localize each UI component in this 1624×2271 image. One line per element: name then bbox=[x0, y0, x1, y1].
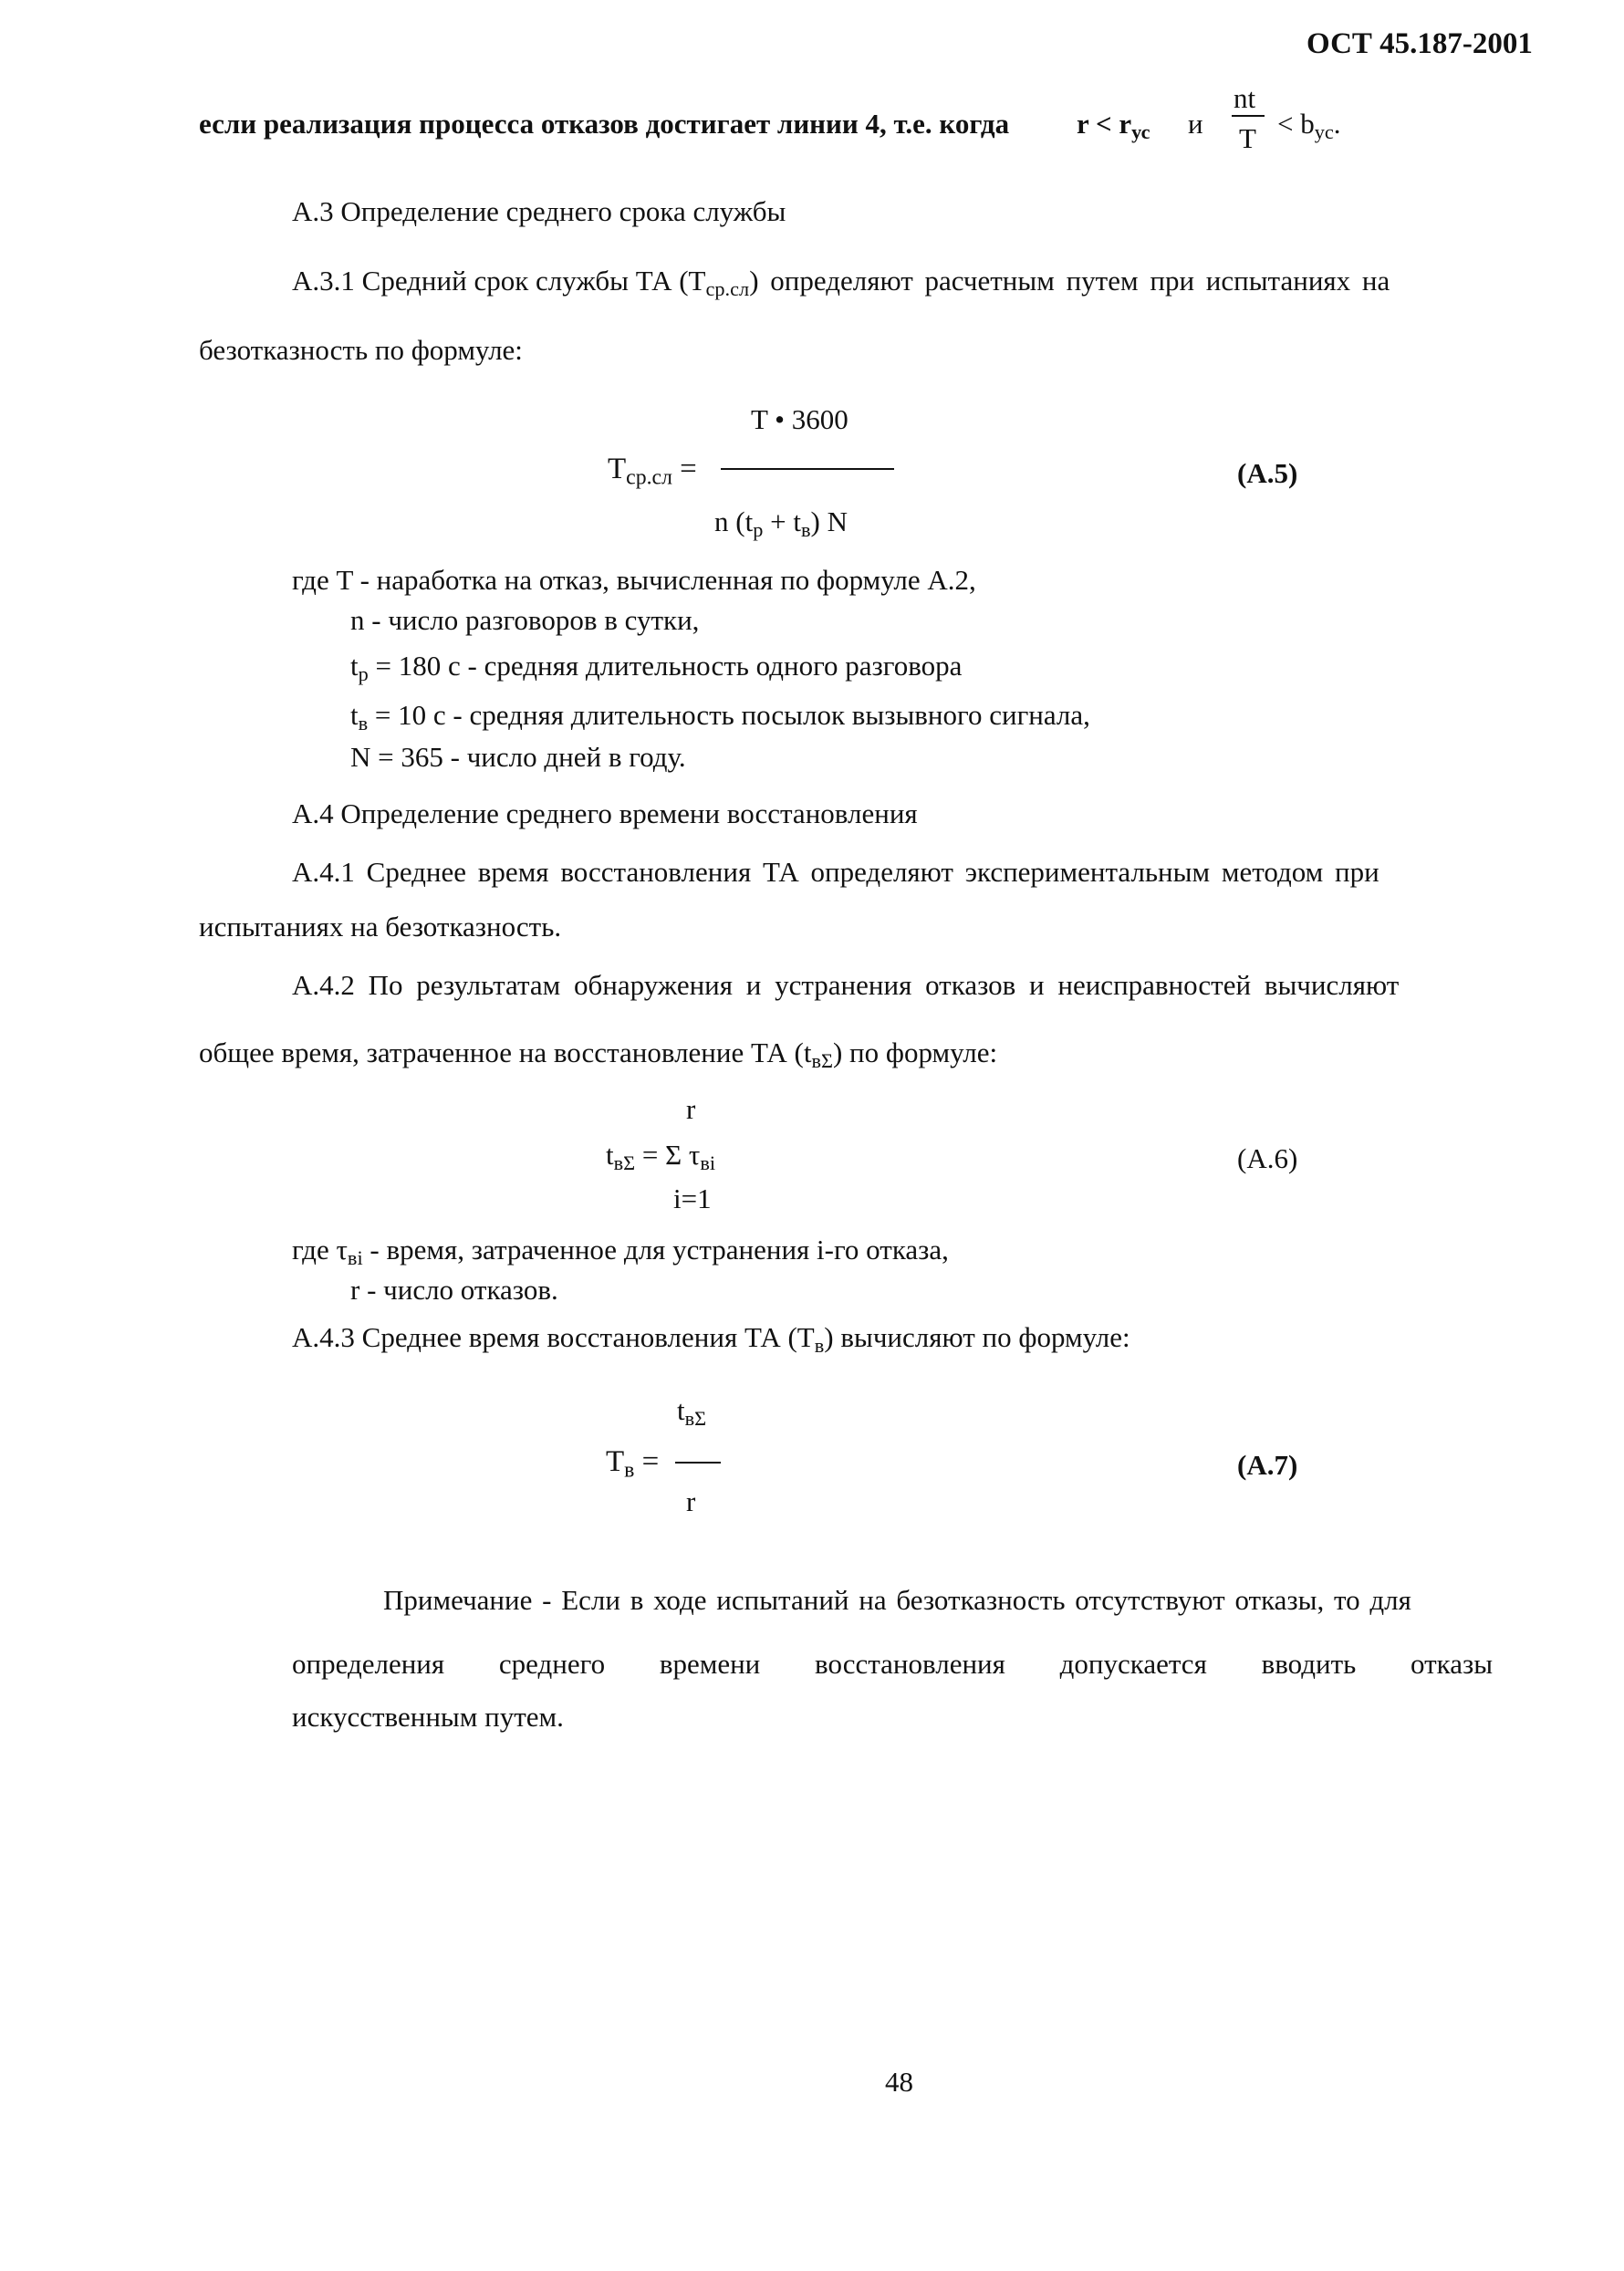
a5-lhs bbox=[608, 453, 697, 490]
top-line bbox=[199, 109, 1009, 138]
a7-lhs bbox=[606, 1445, 660, 1483]
condition-dot: . bbox=[1333, 108, 1341, 140]
a7-lhs-t: T bbox=[606, 1445, 625, 1478]
where-a6-1-sub: вi bbox=[347, 1246, 363, 1270]
condition-r-text: r < r bbox=[1077, 108, 1132, 140]
document-code: ОСТ 45.187-2001 bbox=[1306, 27, 1533, 60]
a5-number: (А.5) bbox=[1237, 457, 1298, 489]
a43-a: А.4.3 Среднее время восстановления ТА (T bbox=[292, 1321, 815, 1353]
a42-line2-b: ) по формуле: bbox=[832, 1037, 998, 1068]
a7-numerator bbox=[677, 1394, 707, 1431]
a5-numerator: T • 3600 bbox=[751, 403, 848, 435]
a7-lhs-sub: в bbox=[624, 1458, 635, 1483]
a43-b: ) вычисляют по формуле: bbox=[824, 1321, 1130, 1353]
where-a5-4-sub: в bbox=[358, 712, 369, 735]
a5-lhs-sub: ср.сл bbox=[626, 465, 672, 490]
a5-denominator bbox=[714, 505, 848, 542]
a5-den-sub1: р bbox=[753, 518, 764, 542]
condition-r-sub: ус bbox=[1131, 120, 1150, 144]
condition-and: и bbox=[1188, 108, 1203, 140]
where-a6-1-b: - время, затраченное для устранения i-го отказа, bbox=[362, 1234, 949, 1266]
a43-sub: в bbox=[814, 1334, 825, 1358]
a41-line1: А.4.1 Среднее время восстановления ТА определяют экспериментальным методом при bbox=[292, 856, 1379, 888]
top-line-text: если реализация процесса отказов достигает линии 4, т.е. когда bbox=[199, 108, 1010, 140]
a5-den-a: n (t bbox=[714, 505, 754, 537]
condition-frac-line bbox=[1232, 115, 1265, 117]
a42-line2-a: общее время, затраченное на восстановление ТА (t bbox=[199, 1037, 812, 1068]
page-number: 48 bbox=[885, 2066, 913, 2098]
a5-fraction-line bbox=[721, 468, 894, 470]
a6-rhs-sub: вi bbox=[700, 1151, 716, 1175]
a31-line1-b: ) определяют расчетным путем при испытаниях на bbox=[749, 265, 1390, 297]
a6-lower-limit: i=1 bbox=[673, 1182, 712, 1214]
a42-line2 bbox=[199, 1037, 998, 1073]
a42-line1: А.4.2 По результатам обнаружения и устранения отказов и неисправностей вычисляют bbox=[292, 969, 1400, 1001]
a6-upper-limit: r bbox=[686, 1093, 696, 1125]
note-line2: определения среднего времени восстановления допускается вводить отказы bbox=[292, 1648, 1494, 1680]
a7-num-t: t bbox=[677, 1394, 685, 1426]
a31-line1 bbox=[292, 265, 1390, 301]
note-line1: Примечание - Если в ходе испытаний на безотказность отсутствуют отказы, то для bbox=[383, 1584, 1411, 1616]
where-a5-1: где T - наработка на отказ, вычисленная по формуле А.2, bbox=[292, 564, 976, 596]
where-a6-1 bbox=[292, 1234, 949, 1270]
a7-number: (А.7) bbox=[1237, 1449, 1298, 1481]
where-a5-3-b: = 180 с - средняя длительность одного разговора bbox=[368, 650, 963, 682]
a31-line2: безотказность по формуле: bbox=[199, 334, 523, 366]
section-a4-heading: А.4 Определение среднего времени восстановления bbox=[292, 797, 918, 829]
a5-den-b: + t bbox=[763, 505, 801, 537]
where-a5-3 bbox=[350, 650, 963, 686]
a6-lhs: t bbox=[606, 1139, 614, 1171]
where-a5-3-a: t bbox=[350, 650, 359, 682]
where-a5-2: n - число разговоров в сутки, bbox=[350, 604, 700, 636]
a5-eq: = bbox=[680, 453, 697, 485]
a31-line1-sub: ср.сл bbox=[705, 277, 750, 301]
a41-line2: испытаниях на безотказность. bbox=[199, 911, 562, 943]
condition-frac-num: nt bbox=[1234, 82, 1256, 114]
where-a5-4-a: t bbox=[350, 699, 359, 731]
a6-number: (А.6) bbox=[1237, 1142, 1298, 1174]
condition-b-sub: ус bbox=[1314, 120, 1334, 144]
a5-den-sub2: в bbox=[800, 518, 811, 542]
a6-eq-sum: = Σ τ bbox=[641, 1139, 701, 1171]
where-a6-2: r - число отказов. bbox=[350, 1274, 558, 1306]
a43-line bbox=[292, 1321, 1130, 1358]
a5-lhs-t: T bbox=[608, 453, 627, 485]
a6-formula bbox=[606, 1139, 716, 1175]
condition-frac-den: T bbox=[1239, 122, 1256, 154]
section-a3-heading: А.3 Определение среднего срока службы bbox=[292, 195, 786, 227]
a7-fraction-line bbox=[675, 1462, 721, 1464]
a42-line2-sub: вΣ bbox=[811, 1049, 833, 1073]
a5-den-c: ) N bbox=[810, 505, 848, 537]
note-line3: искусственным путем. bbox=[292, 1701, 564, 1733]
a7-eq: = bbox=[641, 1445, 660, 1478]
a7-denominator: r bbox=[686, 1485, 696, 1517]
where-a5-5: N = 365 - число дней в году. bbox=[350, 741, 686, 773]
a31-line1-a: А.3.1 Средний срок службы ТА (T bbox=[292, 265, 706, 297]
a6-lhs-sub: вΣ bbox=[613, 1151, 636, 1175]
a7-num-sub: вΣ bbox=[684, 1407, 707, 1431]
condition-b-text: < b bbox=[1277, 108, 1315, 140]
where-a6-1-a: где τ bbox=[292, 1234, 348, 1266]
where-a5-4 bbox=[350, 699, 1090, 735]
where-a5-3-sub: р bbox=[358, 662, 369, 686]
where-a5-4-b: = 10 с - средняя длительность посылок вызывного сигнала, bbox=[368, 699, 1090, 731]
condition-b bbox=[1277, 108, 1341, 144]
condition-r bbox=[1077, 108, 1150, 144]
